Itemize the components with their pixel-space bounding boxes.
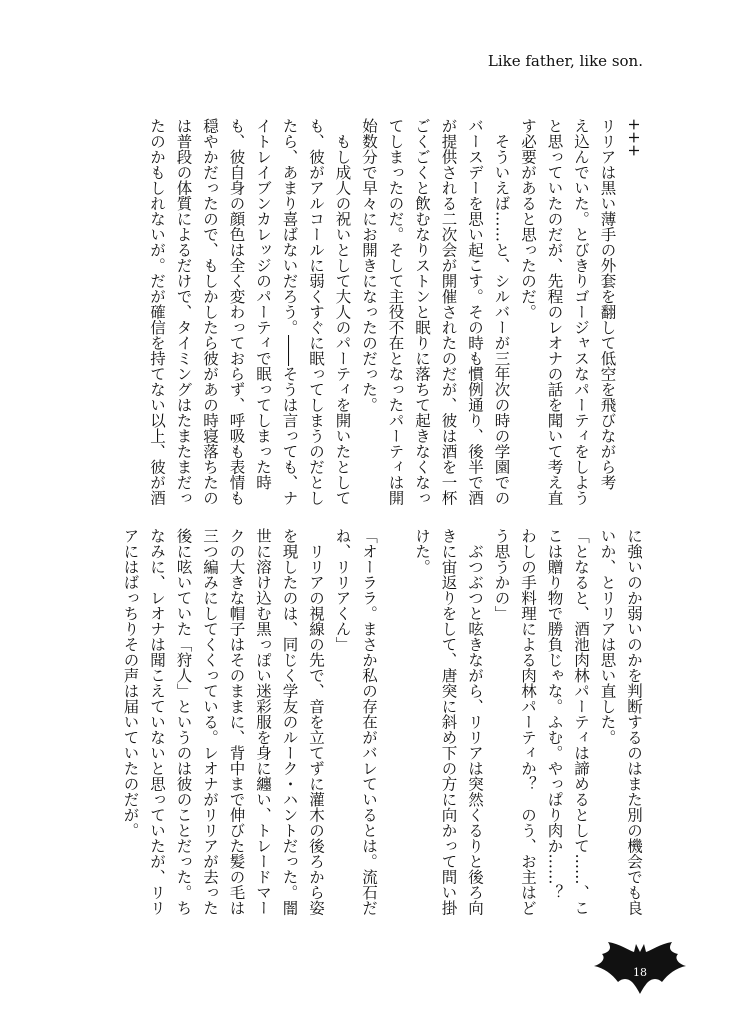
text-block-top [144, 118, 648, 508]
text-line: てしまったのだ。そして主役不在となったパーティは開 [386, 118, 405, 506]
text-line: もし成人の祝いとして大人のパーティを開いたとして [333, 118, 352, 506]
text-line [382, 528, 409, 918]
running-header: Like father, like son. [487, 52, 643, 70]
text-line: 世に溶け込む黒っぽい迷彩服を身に纏い、トレードマー [254, 528, 272, 916]
text-line: ぶつぶつと呟きながら、リリアは突然くるりと後ろ向 [466, 528, 484, 916]
text-line: たら、あまり喜ばないだろう。――そうは言っても、ナ [280, 118, 299, 506]
text-line: を現したのは、同じく学友のルーク・ハントだった。闇 [280, 528, 299, 916]
text-line: いか、とリリアは思い直した。 [598, 528, 617, 745]
text-line: バースデーを思い起こす。その時も慣例通り、後半で酒 [466, 118, 484, 506]
text-line: す必要があると思ったのだ。 [519, 118, 537, 320]
text-line: きに宙返りをして、唐突に斜め下の方に向かって問い掛 [439, 528, 458, 916]
text-line: 穏やかだったので、もしかしたら彼があの時寝落ちたの [201, 118, 219, 506]
text-line: 三つ編みにしてくくっている。レオナがリリアが去った [201, 528, 219, 916]
text-line: 「となると、酒池肉林パーティは諦めるとして……、こ [572, 528, 590, 916]
text-line: イトレイブンカレッジのパーティで眠ってしまった時 [254, 118, 272, 490]
text-block-bottom [117, 528, 647, 918]
text-line: も、彼がアルコールに弱くすぐに眠ってしまうのだとし [307, 118, 325, 506]
text-line: けた。 [413, 528, 431, 575]
text-line: +++ [625, 118, 643, 157]
text-line: ごくごくと飲むなりストンと眠りに落ちて起きなくなっ [413, 118, 431, 506]
text-line: クの大きな帽子はそのままに、背中まで伸びた髪の毛は [227, 528, 246, 916]
text-line: が提供される二次会が開催されたのだが、彼は酒を一杯 [439, 118, 458, 506]
text-line: と思っていたのだが、先程のレオナの話を聞いて考え直 [545, 118, 564, 506]
bat-icon [592, 938, 688, 998]
text-line: 後に呟いていた「狩人」というのは彼のことだった。ち [174, 528, 193, 916]
text-line: リリアの視線の先で、音を立てずに灌木の後ろから姿 [307, 528, 325, 916]
text-line: え込んでいた。とびきりゴージャスなパーティをしよう [572, 118, 590, 506]
text-line: こは贈り物で勝負じゃな。ふむ。やっぱり肉か……？ [545, 528, 564, 900]
text-line: ね、リリアくん」 [333, 528, 352, 652]
text-line: なみに、レオナは聞こえていないと思っていたが、リリ [148, 528, 166, 916]
text-line: に強いのか弱いのかを判断するのはまた別の機会でも良 [625, 528, 643, 916]
text-line: 始数分で早々にお開きになったのだった。 [360, 118, 378, 413]
text-line: 「オーララ。まさか私の存在がバレているとは。流石だ [360, 528, 378, 916]
text-line: は普段の体質によるだけで、タイミングはたまたまだっ [174, 118, 193, 506]
text-line: たのかもしれないが。だが確信を持てない以上、彼が酒 [148, 118, 166, 506]
text-line: う思うかの」 [492, 528, 511, 621]
text-line: そういえば……と、シルバーが三年次の時の学園での [492, 118, 511, 506]
page-number: 18 [633, 966, 647, 979]
text-line: リリアは黒い薄手の外套を翻して低空を飛びながら考 [598, 118, 617, 490]
text-line: アにはばっちりその声は届いていたのだが。 [121, 528, 140, 838]
text-line: も、彼自身の顔色は全く変わっておらず、呼吸も表情も [227, 118, 246, 506]
text-line: わしの手料理による肉林パーティか？ のう、お主はど [519, 528, 537, 916]
